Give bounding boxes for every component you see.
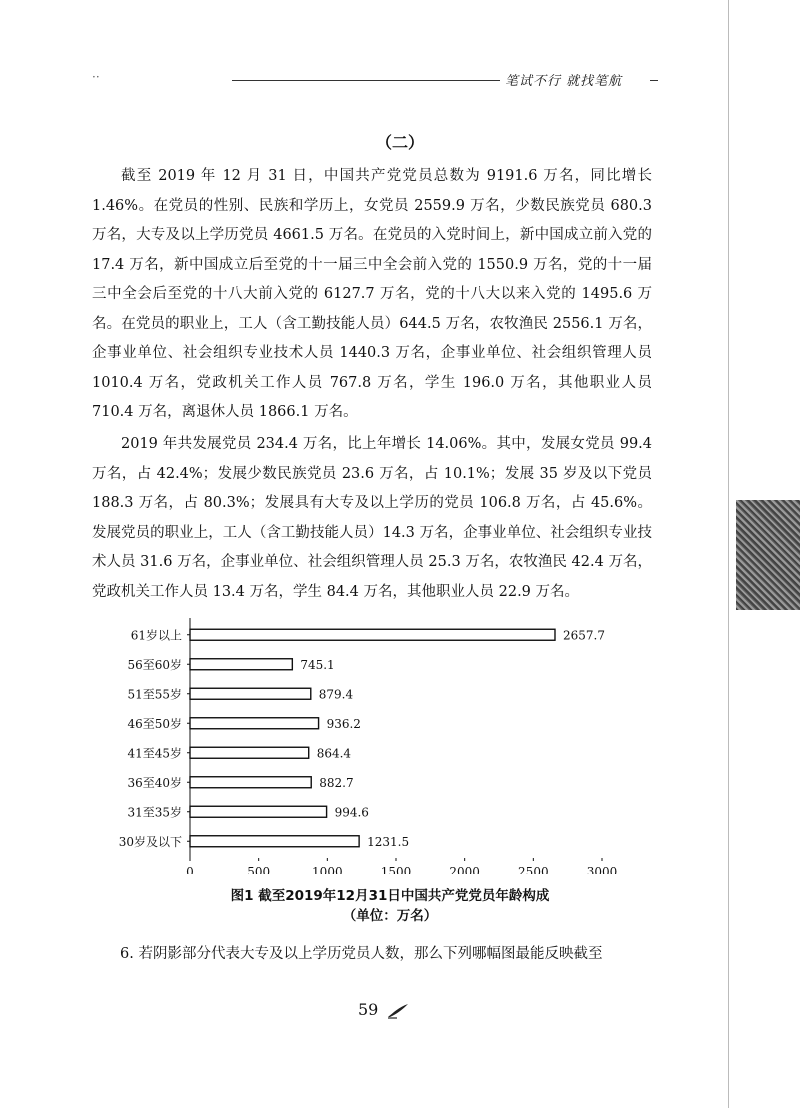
bar — [190, 777, 311, 788]
chart-title: 图1 截至2019年12月31日中国共产党党员年龄构成 — [230, 888, 550, 904]
category-label: 56至60岁 — [127, 657, 182, 672]
page-edge — [728, 0, 729, 1108]
category-label: 31至35岁 — [127, 805, 182, 820]
bar — [190, 688, 311, 699]
header-rule-left — [232, 80, 500, 81]
category-label: 46至50岁 — [127, 716, 182, 731]
paragraph-1-text: 截至 2019 年 12 月 31 日，中国共产党党员总数为 9191.6 万名，同比增长 1.46%。在党员的性别、民族和学历上，女党员 2559.9 万名，少数民族党员 680.3 万名，大专及以上学历党员 4661.5 万名。在党员的入党时间上，新中国成立前入党的 17.4 万名，新中国成立后至党的十一届三中全会前入党的 1550.9 万名，党的十一届三中全会后至党的十八大前入党的 6127.7 万名，党的十八大以来入党的 1495.6 万名。在党员的职业上，工人（含工勤技能人员）644.5 万名，农牧渔民 2556.1 万名，企事业单位、社会组织专业技术人员 1440.3 万名，企事业单位、社会组织管理人员 1010.4 万名，党政机关工作人员 767.8 万名，学生 196.0 万名，其他职业人员 710.4 万名，离退休人员 1866.1 万名。 — [92, 168, 652, 420]
page-number — [358, 1000, 409, 1019]
chart-canvas — [95, 612, 635, 874]
chart-subtitle: （单位：万名） — [342, 908, 438, 924]
question-text: 6. 若阴影部分代表大专及以上学历党员人数，那么下列哪幅图最能反映截至 — [120, 946, 603, 962]
x-tick-label: 500 — [247, 865, 271, 874]
paragraph-2-text: 2019 年共发展党员 234.4 万名，比上年增长 14.06%。其中，发展女党员 99.4 万名，占 42.4%；发展少数民族党员 23.6 万名，占 10.1%；发展 35 岁及以下党员 188.3 万名，占 80.3%；发展具有大专及以上学历的党员 106.8 万名，占 45.6%。发展党员的职业上，工人（含工勤技能人员）14.3 万名，企事业单位、社会组织专业技术人员 31.6 万名，企事业单位、社会组织管理人员 25.3 万名，农牧渔民 42.4 万名，党政机关工作人员 13.4 万名，学生 84.4 万名，其他职业人员 22.9 万名。 — [92, 436, 652, 600]
paragraph-2 — [92, 430, 652, 607]
category-label: 61岁以上 — [130, 628, 182, 643]
scan-artifact — [736, 500, 800, 610]
age-bar-chart — [95, 612, 635, 878]
category-label: 30岁及以下 — [118, 834, 182, 849]
value-label: 936.2 — [326, 716, 361, 731]
x-tick-label: 2000 — [449, 865, 480, 874]
x-tick-label: 0 — [186, 865, 194, 874]
bar — [190, 836, 359, 847]
category-label: 41至45岁 — [127, 746, 182, 761]
bar — [190, 806, 327, 817]
bar — [190, 659, 292, 670]
header-slogan: 笔试不行 就找笔航 — [505, 74, 623, 89]
value-label: 745.1 — [300, 657, 335, 672]
section-title: （二） — [375, 133, 424, 152]
bar — [190, 629, 555, 640]
value-label: 864.4 — [316, 746, 352, 761]
feather-pen-icon — [387, 1003, 409, 1019]
x-tick-label: 1500 — [380, 865, 412, 874]
x-tick-label: 2500 — [518, 865, 549, 874]
header-mark: ·· — [92, 70, 100, 84]
bar — [190, 718, 319, 729]
value-label: 879.4 — [318, 687, 354, 702]
page-number-text: 59 — [358, 1000, 379, 1019]
bar — [190, 747, 309, 758]
header-rule-right — [650, 80, 658, 81]
category-label: 36至40岁 — [127, 775, 182, 790]
value-label: 2657.7 — [562, 628, 605, 643]
chart-caption — [0, 886, 780, 926]
x-tick-label: 3000 — [586, 865, 618, 874]
value-label: 994.6 — [334, 805, 369, 820]
x-tick-label: 1000 — [312, 865, 343, 874]
value-label: 1231.5 — [367, 834, 410, 849]
value-label: 882.7 — [319, 775, 354, 790]
category-label: 51至55岁 — [127, 687, 182, 702]
paragraph-1 — [92, 162, 652, 428]
